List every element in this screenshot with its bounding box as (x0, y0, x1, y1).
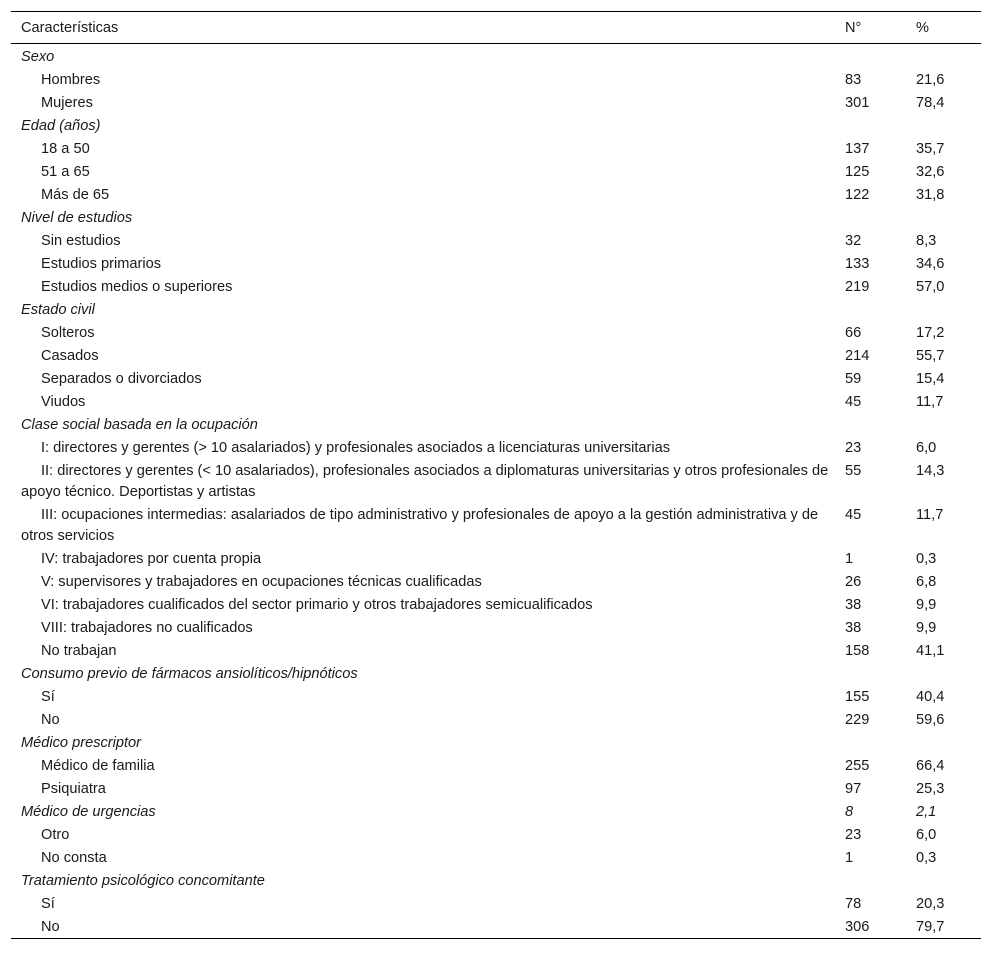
count-cell: 23 (845, 440, 862, 456)
table-row (11, 68, 981, 91)
percent-cell (906, 869, 981, 892)
row-label: Casados (41, 348, 99, 364)
percent-cell (906, 44, 981, 69)
percent-cell: 25,3 (916, 781, 945, 797)
row-label: Separados o divorciados (41, 371, 202, 387)
row-label: Solteros (41, 325, 95, 341)
count-cell: 229 (845, 712, 870, 728)
percent-cell (906, 298, 981, 321)
count-cell: 158 (845, 643, 870, 659)
table-row (11, 183, 981, 206)
percent-cell (906, 413, 981, 436)
count-cell (835, 114, 906, 137)
header-characteristics: Características (21, 19, 119, 36)
table-row (11, 436, 981, 459)
count-cell: 137 (845, 141, 870, 157)
table-row (11, 892, 981, 915)
row-label: Médico de familia (41, 758, 155, 774)
table-header-row (11, 12, 981, 44)
table-row (11, 846, 981, 869)
count-cell: 133 (845, 256, 870, 272)
percent-cell (906, 114, 981, 137)
row-label: IV: trabajadores por cuenta propia (41, 551, 262, 567)
percent-cell: 14,3 (916, 463, 945, 479)
count-cell: 83 (845, 72, 862, 88)
percent-cell: 0,3 (916, 850, 937, 866)
count-cell: 1 (845, 551, 854, 567)
table-row (11, 367, 981, 390)
percent-cell: 15,4 (916, 371, 945, 387)
count-cell: 219 (845, 279, 870, 295)
count-cell: 26 (845, 574, 862, 590)
table-row (11, 547, 981, 570)
count-cell: 306 (845, 919, 870, 935)
section-label: Médico prescriptor (21, 735, 142, 751)
count-cell: 8 (845, 804, 854, 820)
percent-cell: 55,7 (916, 348, 945, 364)
row-label: I: directores y gerentes (> 10 asalariados) y profesionales asociados a licenciaturas universitarias (41, 440, 671, 456)
count-cell: 38 (845, 620, 862, 636)
section-row (11, 662, 981, 685)
row-label: Más de 65 (41, 187, 110, 203)
count-cell (835, 869, 906, 892)
table-row (11, 252, 981, 275)
count-cell (835, 413, 906, 436)
section-label: Sexo (21, 49, 55, 65)
table-row (11, 639, 981, 662)
row-label: Estudios primarios (41, 256, 162, 272)
count-cell: 59 (845, 371, 862, 387)
count-cell (835, 44, 906, 69)
count-cell: 122 (845, 187, 870, 203)
count-cell: 66 (845, 325, 862, 341)
row-label: Viudos (41, 394, 86, 410)
header-count: N° (845, 19, 862, 36)
characteristics-table-container (11, 11, 981, 939)
row-label: Mujeres (41, 95, 93, 111)
percent-cell: 40,4 (916, 689, 945, 705)
table-row (11, 754, 981, 777)
table-row (11, 390, 981, 413)
count-cell: 214 (845, 348, 870, 364)
row-label: III: ocupaciones intermedias: asalariados de tipo administrativo y profesionales de apoyo a la gestión administrativa y de otros servicios (21, 507, 819, 544)
count-cell: 55 (845, 463, 862, 479)
row-label: 18 a 50 (41, 141, 90, 157)
percent-cell: 31,8 (916, 187, 945, 203)
section-row (11, 298, 981, 321)
percent-cell: 59,6 (916, 712, 945, 728)
row-label: VI: trabajadores cualificados del sector primario y otros trabajadores semicualificados (41, 597, 593, 613)
table-row (11, 229, 981, 252)
count-cell (835, 206, 906, 229)
count-cell: 78 (845, 896, 862, 912)
row-label: VIII: trabajadores no cualificados (41, 620, 253, 636)
section-label: Edad (años) (21, 118, 101, 134)
table-row (11, 160, 981, 183)
table-row (11, 823, 981, 846)
percent-cell: 6,8 (916, 574, 937, 590)
count-cell: 38 (845, 597, 862, 613)
row-label: Estudios medios o superiores (41, 279, 233, 295)
percent-cell: 32,6 (916, 164, 945, 180)
count-cell: 23 (845, 827, 862, 843)
table-row (11, 616, 981, 639)
count-cell: 32 (845, 233, 862, 249)
table-row (11, 137, 981, 160)
row-label: Otro (41, 827, 70, 843)
row-label: 51 a 65 (41, 164, 90, 180)
count-cell: 45 (845, 507, 862, 523)
section-label: Médico de urgencias (21, 804, 156, 820)
count-cell: 1 (845, 850, 854, 866)
row-label: No (41, 919, 60, 935)
percent-cell: 20,3 (916, 896, 945, 912)
percent-cell: 57,0 (916, 279, 945, 295)
section-row (11, 869, 981, 892)
characteristics-table (11, 11, 981, 939)
percent-cell: 79,7 (916, 919, 945, 935)
table-row (11, 91, 981, 114)
percent-cell: 9,9 (916, 620, 937, 636)
table-row (11, 344, 981, 367)
header-percent: % (916, 19, 929, 36)
row-label: Sí (41, 896, 55, 912)
percent-cell (906, 662, 981, 685)
row-label: No consta (41, 850, 107, 866)
count-cell: 155 (845, 689, 870, 705)
count-cell: 301 (845, 95, 870, 111)
table-row (11, 915, 981, 939)
table-row (11, 459, 981, 503)
count-cell: 45 (845, 394, 862, 410)
count-cell (835, 298, 906, 321)
section-row (11, 206, 981, 229)
section-row (11, 413, 981, 436)
section-label: Estado civil (21, 302, 95, 318)
table-body (11, 44, 981, 939)
percent-cell: 6,0 (916, 440, 937, 456)
row-label: Psiquiatra (41, 781, 106, 797)
section-label: Tratamiento psicológico concomitante (21, 873, 265, 889)
percent-cell: 9,9 (916, 597, 937, 613)
percent-cell: 2,1 (916, 804, 937, 820)
percent-cell: 11,7 (916, 507, 944, 523)
percent-cell: 78,4 (916, 95, 945, 111)
count-cell: 97 (845, 781, 862, 797)
percent-cell: 41,1 (916, 643, 945, 659)
count-cell (835, 662, 906, 685)
section-row (11, 731, 981, 754)
percent-cell (906, 731, 981, 754)
section-label: Clase social basada en la ocupación (21, 417, 258, 433)
count-cell (835, 731, 906, 754)
row-label: No (41, 712, 60, 728)
table-row (11, 570, 981, 593)
percent-cell: 6,0 (916, 827, 937, 843)
row-label: Sin estudios (41, 233, 121, 249)
table-row (11, 321, 981, 344)
row-label: Hombres (41, 72, 101, 88)
count-cell: 125 (845, 164, 870, 180)
table-row (11, 503, 981, 547)
table-row (11, 275, 981, 298)
table-row (11, 593, 981, 616)
percent-cell: 11,7 (916, 394, 944, 410)
section-row (11, 114, 981, 137)
percent-cell: 0,3 (916, 551, 937, 567)
section-row (11, 800, 981, 823)
count-cell: 255 (845, 758, 870, 774)
percent-cell: 35,7 (916, 141, 945, 157)
row-label: V: supervisores y trabajadores en ocupaciones técnicas cualificadas (41, 574, 482, 590)
percent-cell (906, 206, 981, 229)
percent-cell: 17,2 (916, 325, 945, 341)
table-row (11, 708, 981, 731)
percent-cell: 34,6 (916, 256, 945, 272)
row-label: No trabajan (41, 643, 117, 659)
percent-cell: 21,6 (916, 72, 945, 88)
row-label: II: directores y gerentes (< 10 asalariados), profesionales asociados a diplomaturas universitarias y otros profesionales de apoyo técnico. Deportistas y artistas (21, 463, 829, 500)
table-row (11, 777, 981, 800)
row-label: Sí (41, 689, 55, 705)
percent-cell: 66,4 (916, 758, 945, 774)
table-row (11, 685, 981, 708)
section-label: Nivel de estudios (21, 210, 133, 226)
section-label: Consumo previo de fármacos ansiolíticos/hipnóticos (21, 666, 358, 682)
section-row (11, 44, 981, 69)
percent-cell: 8,3 (916, 233, 937, 249)
